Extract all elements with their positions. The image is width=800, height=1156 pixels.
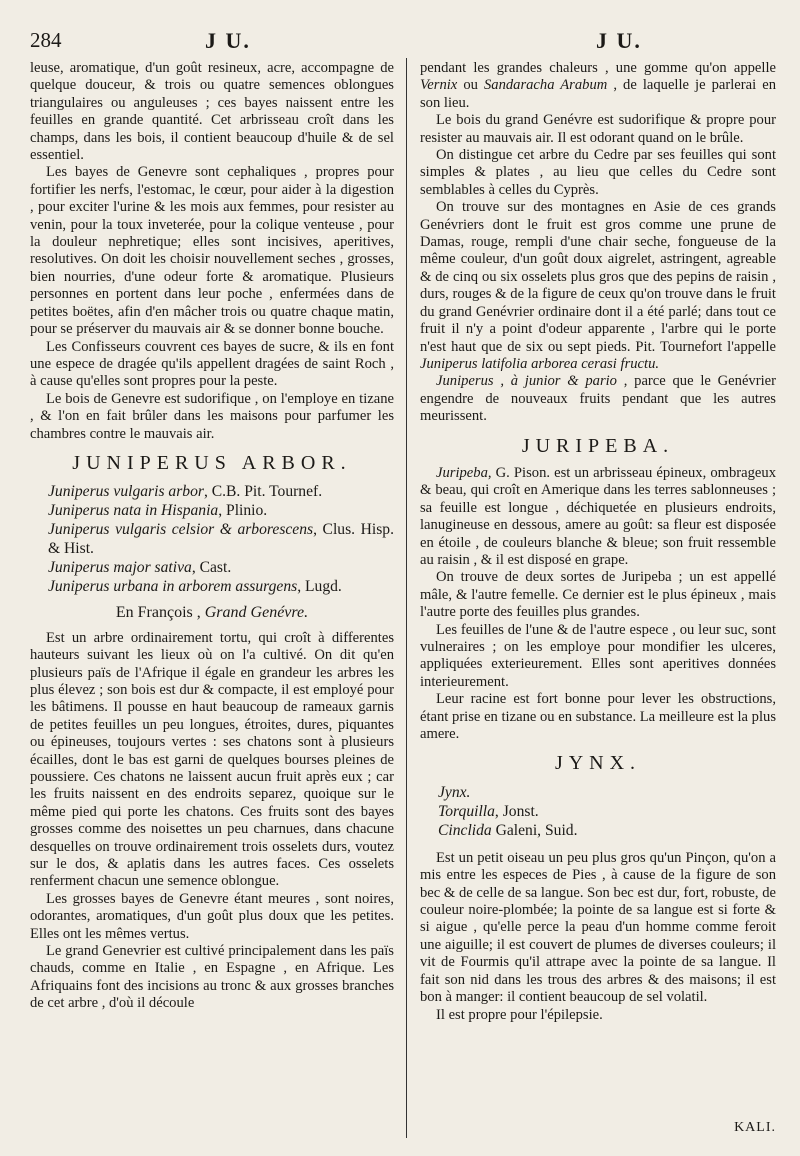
entry-heading-juniperus-arbor: JUNIPERUS ARBOR. [72,451,352,474]
paragraph: On distingue cet arbre du Cedre par ses feuilles qui sont simples & plates , au lieu que celles du Cedre sont semblables à celles du Cyprès. [420,147,776,198]
french-label: En François , [115,604,201,622]
page-number: 284 [30,28,62,52]
synonym-line [48,520,394,558]
paragraph: Les bayes de Genevre sont cephaliques , propres pour fortifier les nerfs, l'estomac, le cœur, pour aider à la digestion , pour exciter l'urine & les mois aux femmes, pour resister au venin, pour la toux inveterée, pour la colique venteuse , pour la douleur nephretique; elles sont incisives, aperitives, resolutives. On doit les choisir nouvellement seches , grosses, bien nourries, d'une odeur forte & aromatique. Plusieurs personnes en portent dans leur poche , enfermées dans de petites boëtes, afin d'en mâcher trois ou quatre chaque matin, pour se préserver du mauvais air & se donner bonne bouche. [30,164,394,338]
synonym-source: Galeni, Suid. [491,821,578,839]
text-run: , parce que le Genévrier engendre de nouveaux fruits pendant que les autres meurissent. [420,373,776,425]
paragraph: Les feuilles de l'une & de l'autre espece , ou leur suc, sont vulneraires ; on les employe pour mondifier les ulceres, appliquées exterieurement. Elles sont aperitives données interieurement. [420,621,776,690]
synonym-line [438,783,776,802]
synonym-latin: Cinclida [438,821,492,839]
synonym-list [438,783,776,840]
italic-term: Juripeba [436,464,488,481]
italic-term: Juniperus latifolia arborea cerasi fructu. [420,355,660,372]
entry-heading-juripeba: JURIPEBA. [521,434,675,457]
paragraph: Le bois du grand Genévre est sudorifique & propre pour resister au mauvais air. Il est odorant quand on le brûle. [420,112,776,146]
right-column [420,60,776,1130]
text-run: , G. Pison. est un arbrisseau épineux, ombrageux & beau, qui croît en Amerique dans les terres sablonneuses ; sa feuille est longue , déchiquetée en plusieurs endroits, lanugineuse en dessous, amere au goût: sa fleur est disposée en étoile , de couleurs blanche & bleue; son fruit ressemble au raisin , & il est disposé en grape. [420,464,776,568]
synonym-latin: Jynx. [438,783,471,801]
entry-heading-jynx: JYNX. [554,752,642,775]
synonym-source: , Cast. [191,559,232,577]
italic-term: Vernix [420,77,458,94]
french-term: Grand Genévre. [204,604,309,622]
left-column [30,60,394,1130]
running-head-right: J U. [596,28,642,53]
synonym-line [438,821,776,840]
synonym-latin: Juniperus vulgaris arbor [48,483,204,501]
synonym-line [438,802,776,821]
paragraph: leuse, aromatique, d'un goût resineux, acre, accompagne de quelque douceur, & trois ou quatre semences oblongues triangulaires ou anguleuses ; ces bayes naissent entre les feuilles en grande quantité. Cet arbrisseau croît dans les champs, dans les bois, il contient beaucoup d'huile & de sel essentiel. [30,60,394,164]
synonym-source: , Plinio. [218,502,268,520]
paragraph: Les Confisseurs couvrent ces bayes de sucre, & ils en font une espece de dragée qu'ils appellent dragées de saint Roch , à cause qu'elles sont propres pour la peste. [30,338,394,390]
text-run: ou [457,77,484,94]
paragraph [420,373,776,425]
synonym-latin: Juniperus major sativa [48,559,192,577]
synonym-list [48,482,394,596]
synonym-line [48,558,394,577]
synonym-source: , Clus. Hisp. & Hist. [48,521,394,558]
synonym-latin: Juniperus urbana in arborem assurgens [48,578,298,596]
text-run: pendant les grandes chaleurs , une gomme qu'on appelle [420,60,776,76]
paragraph: Le bois de Genevre est sudorifique , on l'employe en tizane , & l'on en fait brûler dans les maisons pour parfumer les chambres contre le mauvais air. [30,390,394,442]
synonym-latin: Juniperus vulgaris celsior & arborescens [48,521,314,539]
french-name [30,604,394,621]
synonym-latin: Juniperus nata in Hispania [48,502,219,520]
paragraph: Est un petit oiseau un peu plus gros qu'un Pinçon, qu'on a mis entre les especes de Pies , à cause de la figure de son bec & de celle de sa langue. Son bec est dur, fort, robuste, de couleur noire-plombée; la pointe de sa langue est si forte & si aigue , qu'elle perce la peau d'un homme comme feroit une aiguille; il est couvert de plumes de diverses couleurs; il vit de Fourmis qu'il attrape avec la pointe de sa langue. Il fait son nid dans les trous des arbres & des maisons; il est bon à manger: il contient beaucoup de sel volatil. [420,849,776,1006]
text-run: On trouve sur des montagnes en Asie de ces grands Genévriers dont le fruit est gros comme une prune de Damas, rouge, rempli d'une chair seche, fongueuse de la même couleur, d'un goût doux aigrelet, astringent, agreable & de cinq ou six osselets plus gros que des pepins de raisin , durs, rouges & de la figure de ceux qu'on trouve dans le fruit du grand Genévrier ordinaire dont il a été parlé; dans tout ce fruit il n'y a point d'odeur apparente , l'arbre qui le porte n'est haut que de six ou sept pieds. Pit. Tournefort l'appelle [420,199,776,355]
paragraph [420,465,776,569]
catchword: KALI. [734,1120,776,1135]
italic-term: Juniperus , à junior & pario [436,373,617,390]
paragraph: Le grand Genevrier est cultivé principalement dans les païs chauds, comme en Italie , en Espagne , en Afrique. Les Afriquains font des incisions au tronc & aux grosses branches de cet arbre , d'où il découle [30,943,394,1012]
italic-term: Sandaracha Arabum [483,77,608,94]
synonym-source: , Lugd. [297,578,342,596]
paragraph: Les grosses bayes de Genevre étant meures , sont noires, odorantes, aromatiques, d'un goût plus doux que les petites. Elles ont les mêmes vertus. [30,890,394,942]
paragraph: Est un arbre ordinairement tortu, qui croît à differentes hauteurs suivant les lieux où on l'a cultivé. On dit qu'en plusieurs païs de l'Afrique il égale en grandeur les arbres les plus élevez ; son bois est dur & compacte, il est employé pour les bâtimens. Il pousse en haut beaucoup de rameaux garnis de petites feuilles un peu longues, étroites, dures, piquantes ou épineuses, toujours vertes : ses chatons sont à plusieurs écailles, dont le bas est garni de quelques bourses pleines de poussiere. Ces chatons ne laissent aucun fruit après eux ; car les fruits naissent en des endroits separez, quoique sur le même pied qui porte les chatons. Ces fruits sont des bayes grosses comme des noisettes un peu charnues, dans chacune desquelles on trouve ordinairement trois osselets durs, voutez sur le dos, & aplatis dans les autres faces. Ces osselets renferment chacun une semence oblongue. [30,629,394,890]
synonym-line [48,482,394,501]
paragraph: Il est propre pour l'épilepsie. [436,1006,603,1023]
synonym-line [48,501,394,520]
paragraph [420,199,776,373]
running-head-left: J U. [205,28,251,53]
text-run: , de laquelle je parlerai en son lieu. [420,77,776,111]
synonym-source: , C.B. Pit. Tournef. [203,483,323,501]
synonym-latin: Torquilla [438,802,495,820]
paragraph: On trouve de deux sortes de Juripeba ; un est appellé mâle, & l'autre femelle. Ce dernier est le plus épineux , mais l'autre porte des feuilles plus grandes. [420,569,776,621]
synonym-source: , Jonst. [494,802,539,820]
column-divider [406,58,407,1138]
synonym-line [48,577,394,596]
paragraph: Leur racine est fort bonne pour lever les obstructions, étant prise en tizane ou en substance. La meilleure est la plus amere. [420,691,776,743]
paragraph [420,60,776,112]
